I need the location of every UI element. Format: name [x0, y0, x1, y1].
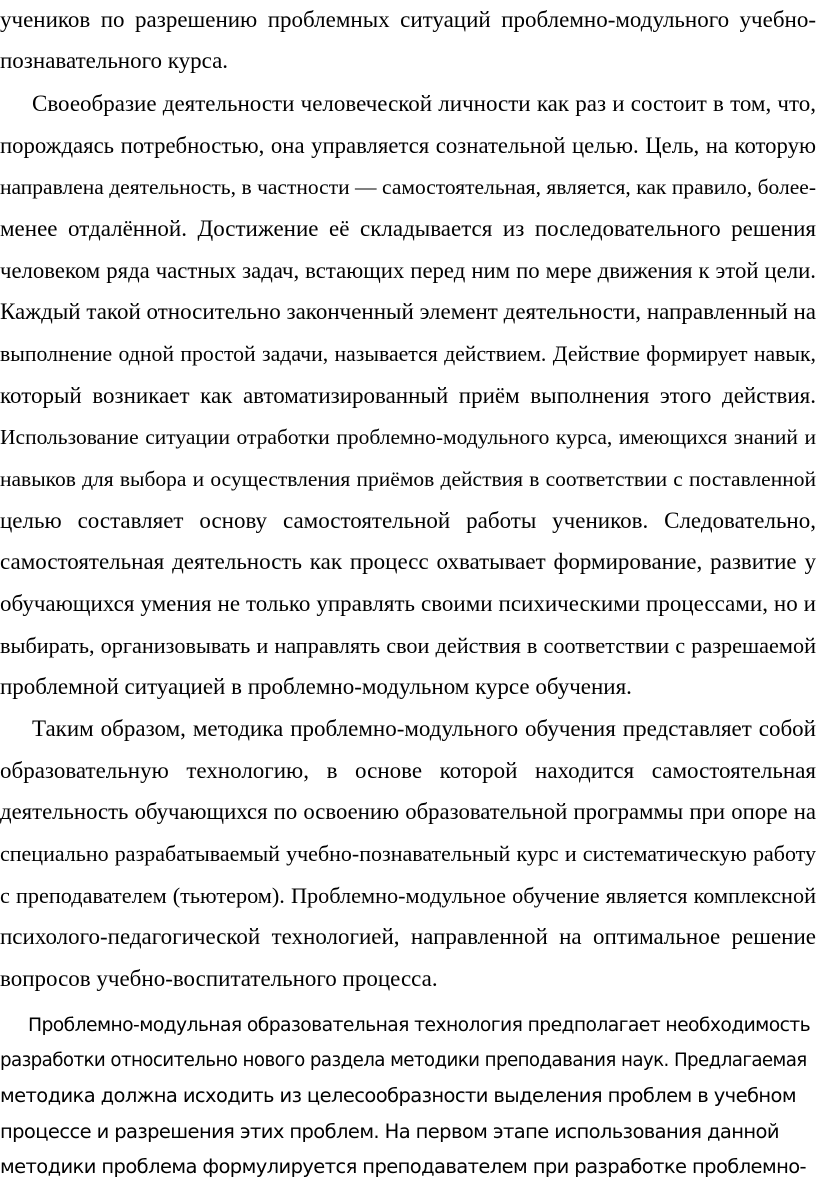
paragraph-2-line: деятельность обучающихся по освоению образовательной программы при опоре на — [0, 799, 816, 824]
paragraph-1-line: порождаясь потребностью, она управляется сознательной целью. Цель, на которую — [0, 133, 816, 158]
paragraph-2-line: специально разрабатываемый учебно-познавательный курс и систематическую работу — [0, 841, 816, 866]
paragraph-1-line: выбирать, организовывать и направлять свои действия в соответствии с разрешаемой — [0, 633, 816, 658]
paragraph-1-line: направлена деятельность, в частности — самостоятельная, является, как правило, более- — [0, 175, 816, 199]
paragraph-1-line: целью составляет основу самостоятельной работы учеников. Следовательно, — [0, 508, 816, 533]
paragraph-1-line: человеком ряда частных задач, встающих перед ним по мере движения к этой цели. — [0, 258, 816, 283]
paragraph-3-line: Проблемно-модульная образовательная технология предполагает необходимость — [28, 1015, 811, 1036]
paragraph-1-line: который возникает как автоматизированный приём выполнения этого действия. — [0, 383, 816, 408]
paragraph-1-line: Своеобразие деятельности человеческой личности как раз и состоит в том, что, — [32, 91, 816, 116]
paragraph-1-line: навыков для выбора и осуществления приёмов действия в соответствии с поставленной — [0, 467, 816, 491]
paragraph-3-line: разработки относительно нового раздела методики преподавания наук. Предлагаемая — [0, 1050, 807, 1071]
fragment-line: познавательного курса. — [0, 48, 229, 73]
paragraph-3-line: процессе и разрешения этих проблем. На первом этапе использования данной — [0, 1120, 779, 1143]
paragraph-1-line: проблемной ситуацией в проблемно-модульном курсе обучения. — [0, 674, 632, 699]
paragraph-2-line: с преподавателем (тьютером). Проблемно-модульное обучение является комплексной — [0, 883, 816, 908]
fragment-line: учеников по разрешению проблемных ситуаций проблемно-модульного учебно- — [0, 7, 816, 32]
paragraph-1-line: выполнение одной простой задачи, называется действием. Действие формирует навык, — [0, 342, 816, 366]
paragraph-1-line: менее отдалённой. Достижение её складывается из последовательного решения — [0, 216, 816, 241]
paragraph-2-line: образовательную технологию, в основе которой находится самостоятельная — [0, 758, 816, 783]
paragraph-3-line: методики проблема формулируется преподавателем при разработке проблемно- — [0, 1155, 806, 1178]
paragraph-1-line: самостоятельная деятельность как процесс охватывает формирование, развитие у — [0, 549, 816, 574]
paragraph-1-line: обучающихся умения не только управлять своими психическими процессами, но и — [0, 591, 816, 616]
paragraph-1-line: Использование ситуации отработки проблемно-модульного курса, имеющихся знаний и — [0, 425, 816, 449]
paragraph-2-line: Таким образом, методика проблемно-модульного обучения представляет собой — [32, 716, 816, 741]
paragraph-2-line: вопросов учебно-воспитательного процесса. — [0, 966, 438, 991]
paragraph-3-line: методика должна исходить из целесообразности выделения проблем в учебном — [0, 1084, 796, 1107]
paragraph-2-line: психолого-педагогической технологией, направленной на оптимальное решение — [0, 924, 816, 949]
paragraph-1-line: Каждый такой относительно законченный элемент деятельности, направленный на — [0, 299, 816, 324]
